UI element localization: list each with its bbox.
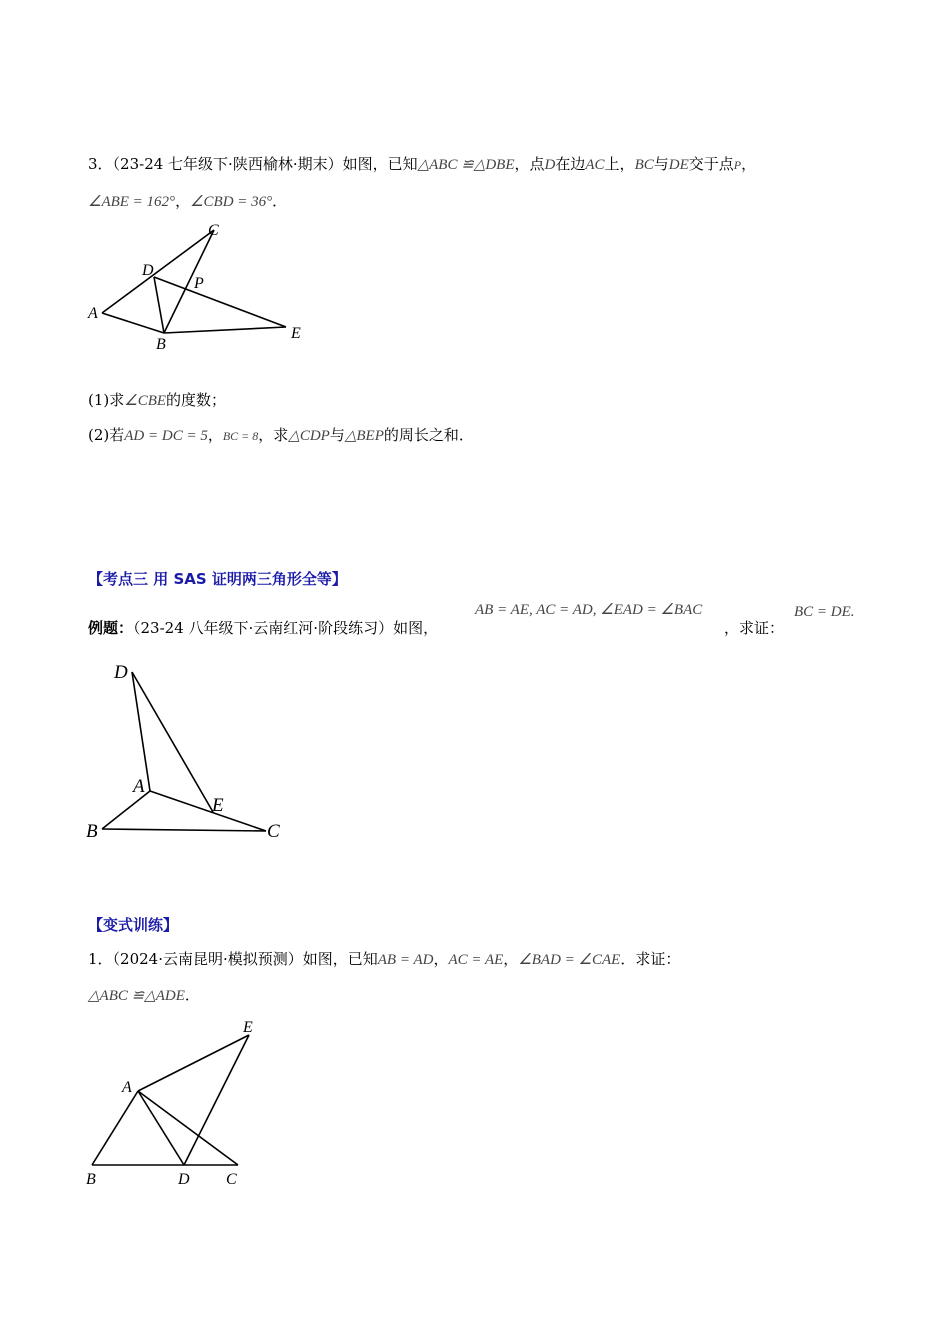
example-source: （23-24 八年级下·云南红河·阶段练习）如图， — [133, 619, 439, 637]
math-point: P — [733, 158, 742, 172]
example-conclusion: BC = DE. — [794, 604, 855, 620]
label-C: C — [226, 1171, 237, 1188]
text: ． — [184, 986, 200, 1004]
label-D: D — [142, 262, 154, 279]
label-D: D — [114, 662, 128, 683]
text: ．求证： — [620, 950, 681, 968]
label-B: B — [86, 821, 98, 842]
text: ． — [272, 192, 288, 210]
example-figure — [80, 655, 310, 845]
math-segment: BC — [634, 157, 654, 173]
variant-conclusion: △ABC ≌△ADE — [88, 988, 185, 1004]
label-E: E — [243, 1019, 253, 1036]
triangle-cdp: △CDP — [288, 428, 330, 444]
section-heading-sas: 【考点三 用 SAS 证明两三角形全等】 — [88, 570, 347, 588]
angle-cbd: ∠CBD = 36° — [190, 194, 273, 210]
text: (1)求 — [88, 391, 125, 409]
text: 上， — [604, 155, 635, 173]
label-A: A — [122, 1079, 132, 1096]
given-bc: BC = 8 — [222, 429, 259, 443]
variant-figure — [80, 1012, 280, 1192]
text: ， — [503, 950, 519, 968]
example-statement — [88, 617, 438, 638]
problem-number: 3． — [88, 155, 113, 173]
label-A: A — [133, 776, 145, 797]
math-point: D — [544, 157, 556, 173]
example-prove-text: ，求证： — [724, 619, 785, 637]
label-C: C — [267, 821, 280, 842]
label-D: D — [178, 1171, 190, 1188]
math-segment: AC — [585, 157, 605, 173]
triangle-bep: △BEP — [344, 428, 384, 444]
label-E: E — [212, 795, 224, 816]
given-ac-ae: AC = AE — [448, 952, 504, 968]
question-2 — [88, 424, 474, 445]
text: ， — [741, 155, 757, 173]
text: (2)若 — [88, 426, 125, 444]
label-A: A — [88, 305, 98, 322]
problem-number: 1． — [88, 950, 113, 968]
question-1 — [88, 389, 226, 410]
problem-source: （23-24 七年级下·陕西榆林·期末）如图，已知 — [112, 155, 418, 173]
text: 与 — [329, 426, 345, 444]
text: ， — [175, 192, 191, 210]
given-angles: ∠BAD = ∠CAE — [518, 952, 621, 968]
text: 交于点 — [688, 155, 734, 173]
variant-statement-line2 — [88, 984, 200, 1005]
given-ad-dc: AD = DC = 5 — [124, 428, 208, 444]
label-E: E — [291, 325, 301, 342]
math-segment: DE — [668, 157, 689, 173]
text: 的周长之和． — [383, 426, 474, 444]
label-B: B — [156, 336, 166, 353]
label-B: B — [86, 1171, 96, 1188]
problem-3-statement-line2 — [88, 190, 287, 211]
text: ，点 — [514, 155, 545, 173]
text: 的度数； — [166, 391, 227, 409]
example-given: AB = AE, AC = AD, ∠EAD = ∠BAC — [475, 602, 703, 618]
variant-statement-line1 — [88, 948, 680, 969]
label-P: P — [194, 275, 204, 292]
problem-source: （2024·云南昆明·模拟预测）如图，已知 — [112, 950, 378, 968]
given-ab-ad: AB = AD — [377, 952, 434, 968]
label-C: C — [208, 222, 219, 239]
problem-3-figure — [80, 215, 320, 355]
angle-cbe: ∠CBE — [124, 393, 167, 409]
example-label: 例题： — [88, 619, 134, 637]
text: 在边 — [555, 155, 586, 173]
text: ， — [433, 950, 449, 968]
variant-heading: 【变式训练】 — [88, 916, 179, 934]
text: ，求 — [258, 426, 289, 444]
text: 与 — [653, 155, 669, 173]
text: ， — [207, 426, 223, 444]
congruence-statement: △ABC ≌△DBE — [417, 157, 515, 173]
problem-3-statement-line1 — [88, 153, 756, 174]
angle-abe: ∠ABE = 162° — [88, 194, 176, 210]
